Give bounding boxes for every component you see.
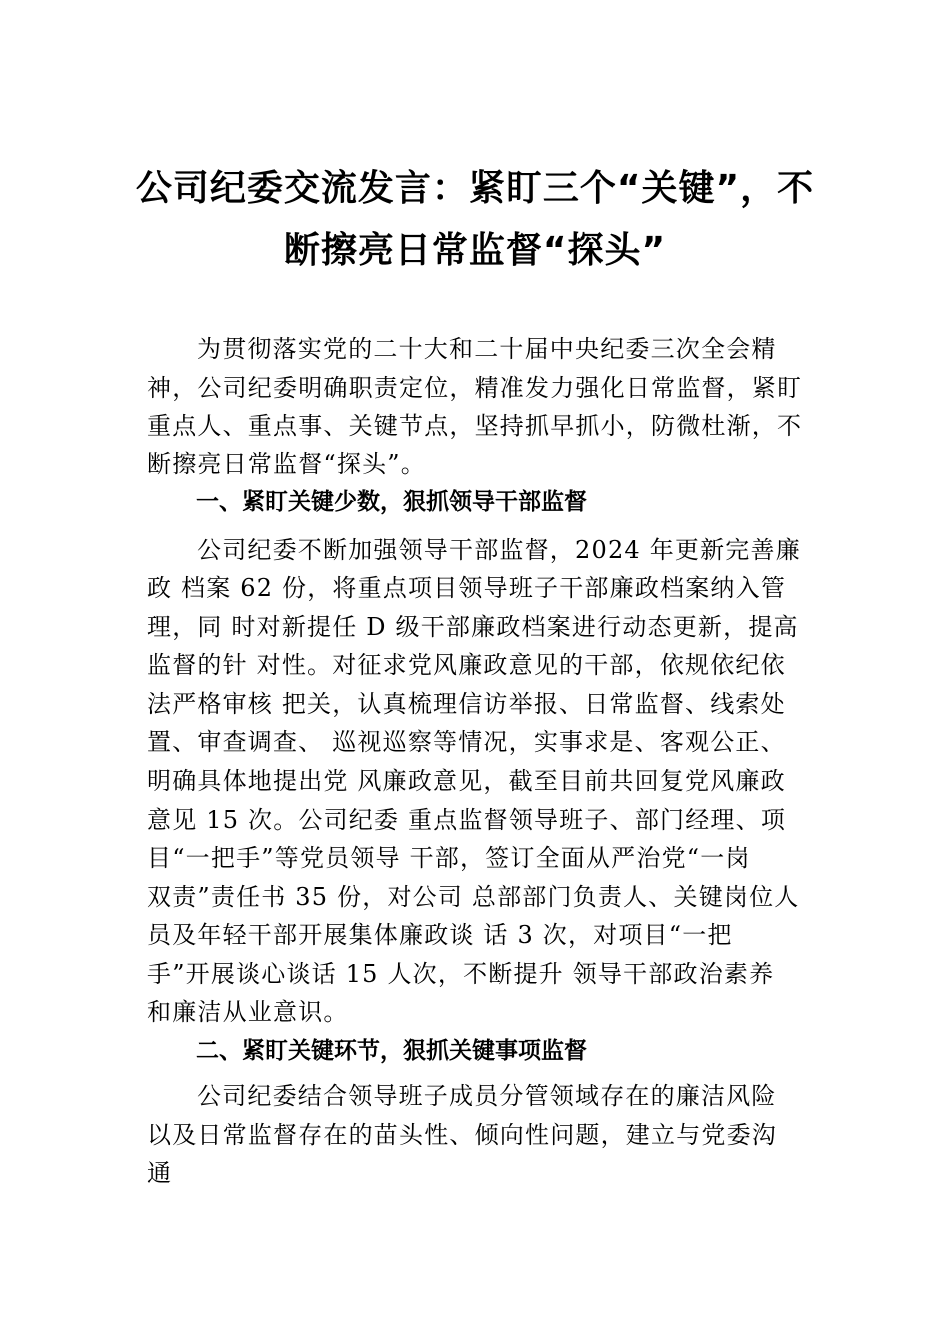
intro-line-4: 断擦亮日常监督“探头”。 [147,450,426,478]
section-2-line: 公司纪委结合领导班子成员分管领域存在的廉洁风险 [197,1082,777,1110]
section-1-line: 双责”责任书 35 份，对公司 总部部门负责人、关键岗位人 [147,883,800,911]
intro-line-3: 重点人、重点事、关键节点，坚持抓早抓小，防微杜渐，不 [147,412,803,440]
title-line-2: 断擦亮日常监督“探头” [283,230,667,271]
section-1-line: 政 档案 62 份，将重点项目领导班子干部廉政档案纳入管 [147,574,787,602]
intro-line-2: 神，公司纪委明确职责定位，精准发力强化日常监督，紧盯 [147,374,803,402]
title-line-1: 公司纪委交流发言：紧盯三个“关键”，不 [135,168,815,209]
section-1-line: 理，同 时对新提任 D 级干部廉政档案进行动态更新，提高 [147,613,799,641]
section-2-line: 通 [147,1159,173,1187]
section-1-line: 明确具体地提出党 风廉政意见，截至目前共回复党风廉政 [147,767,786,795]
section-1-line: 意见 15 次。公司纪委 重点监督领导班子、部门经理、项 [147,806,787,834]
section-1-line: 员及年轻干部开展集体廉政谈 话 3 次，对项目“一把 [147,921,733,949]
section-1-line: 法严格审核 把关，认真梳理信访举报、日常监督、线索处 [147,690,786,718]
section-1-line: 置、审查调查、 巡视巡察等情况，实事求是、客观公正、 [147,728,786,756]
section-2-heading: 二、紧盯关键环节，狠抓关键事项监督 [196,1038,587,1064]
section-1-heading: 一、紧盯关键少数，狠抓领导干部监督 [196,489,587,515]
section-2-line: 以及日常监督存在的苗头性、倾向性问题，建立与党委沟 [147,1121,777,1149]
intro-line-1: 为贯彻落实党的二十大和二十届中央纪委三次全会精 [197,335,777,363]
section-1-line: 手”开展谈心谈话 15 人次，不断提升 领导干部政治素养 [147,960,775,988]
section-1-line: 和廉洁从业意识。 [147,998,349,1026]
section-1-line: 监督的针 对性。对征求党风廉政意见的干部，依规依纪依 [147,651,786,679]
section-1-line: 目“一把手”等党员领导 干部，签订全面从严治党“一岗 [147,844,751,872]
section-1-line: 公司纪委不断加强领导干部监督，2024 年更新完善廉 [197,536,801,564]
